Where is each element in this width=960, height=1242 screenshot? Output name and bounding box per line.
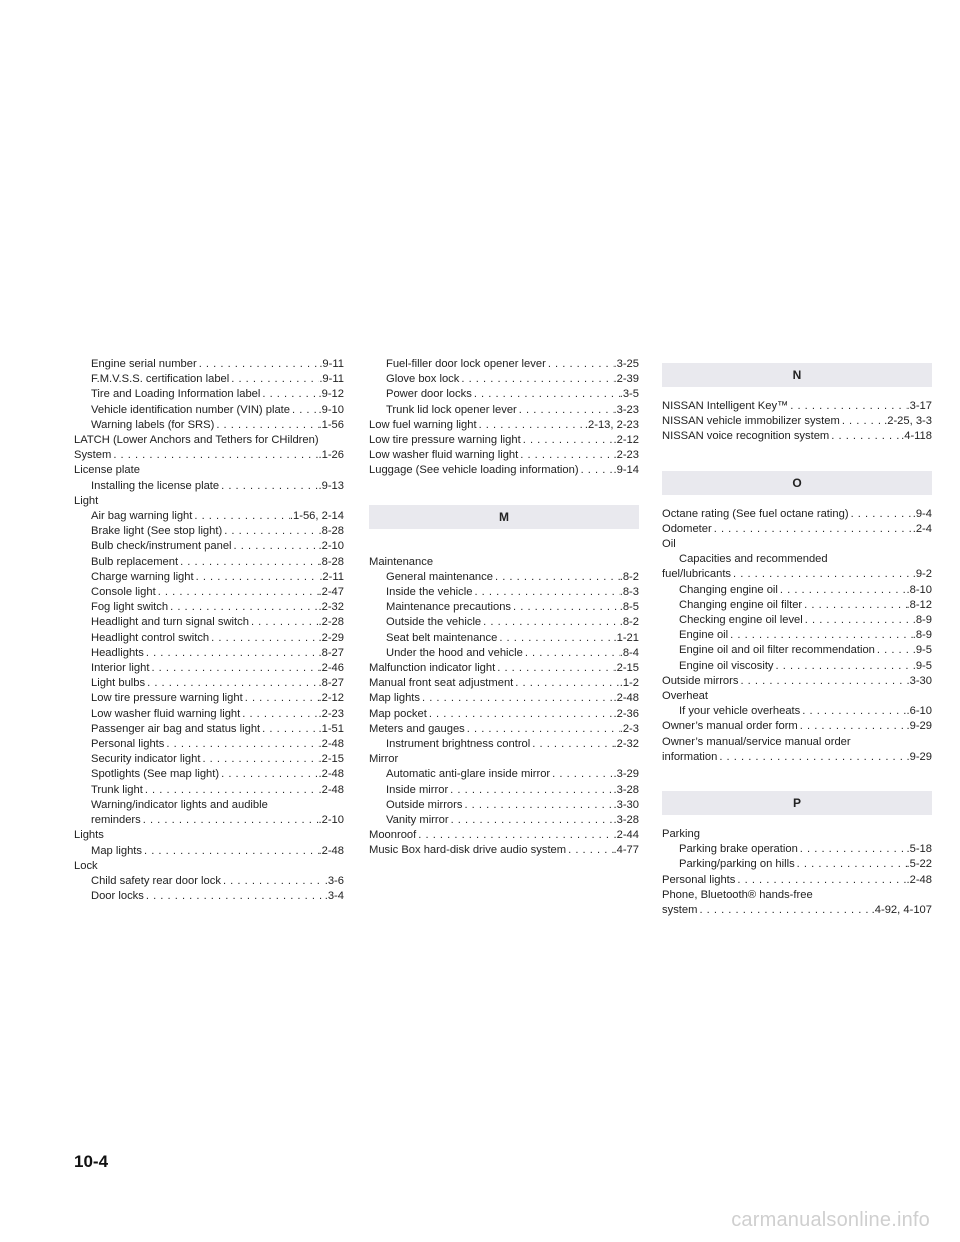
- index-entry-low-washer-fluid: Low washer fluid warning light . . . .2-23: [74, 707, 344, 722]
- index-entry-outside-mirrors: Outside mirrors . . . .3-30: [369, 798, 639, 813]
- index-entry-checking-oil-level: Checking engine oil level . . . .8-9: [662, 613, 932, 628]
- index-entry-personal-lights: Personal lights . . . .2-48: [74, 737, 344, 752]
- index-entry-power-door-locks: Power door locks . . . .3-5: [369, 387, 639, 402]
- page-number: 10-4: [74, 1152, 109, 1171]
- index-entry-trunk-lid-lever: Trunk lid lock opener lever . . . .3-23: [369, 403, 639, 418]
- index-entry-oil-viscosity: Engine oil viscosity . . . .9-5: [662, 659, 932, 674]
- index-entry-meters-gauges: Meters and gauges . . . .2-3: [369, 722, 639, 737]
- index-entry-outside-vehicle: Outside the vehicle . . . .8-2: [369, 615, 639, 630]
- index-entry-spotlights: Spotlights (See map light) . . . .2-48: [74, 767, 344, 782]
- index-entry-airbag-warning-light: Air bag warning light . . . .1-56, 2-14: [74, 509, 344, 524]
- index-entry-service-manual-information: information . . . .9-29: [662, 750, 932, 765]
- index-heading-maintenance: Maintenance: [369, 555, 434, 568]
- index-entry-oil-filter-recommendation: Engine oil and oil filter recommendation . . . .9-5: [662, 643, 932, 658]
- index-entry-engine-serial-number: Engine serial number . . . .9-11: [74, 357, 344, 372]
- index-heading-light: Light: [74, 494, 99, 507]
- index-entry-order-form: Owner’s manual order form . . . .9-29: [662, 719, 932, 734]
- index-column-2: [369, 357, 639, 859]
- index-entry-low-tire-pressure-2: Low tire pressure warning light . . . .2-12: [369, 433, 639, 448]
- index-entry-map-lights-2: Map lights . . . .2-48: [369, 691, 639, 706]
- watermark: carmanualsonline.info: [731, 1209, 930, 1231]
- index-entry-if-overheats: If your vehicle overheats . . . .6-10: [662, 704, 932, 719]
- index-entry-manual-front-seat: Manual front seat adjustment . . . .1-2: [369, 676, 639, 691]
- section-header-p: P: [662, 791, 932, 815]
- index-entry-bulb-replacement: Bulb replacement . . . .8-28: [74, 555, 344, 570]
- index-entry-low-fuel-warning: Low fuel warning light . . . .2-13, 2-23: [369, 418, 639, 433]
- index-entry-child-safety-lock: Child safety rear door lock . . . .3-6: [74, 874, 344, 889]
- index-heading-lock: Lock: [74, 859, 98, 872]
- index-entry-headlights: Headlights . . . .8-27: [74, 646, 344, 661]
- index-heading-mirror: Mirror: [369, 753, 399, 766]
- index-column-1: [74, 357, 344, 904]
- index-heading-lights: Lights: [74, 829, 104, 842]
- index-entry-map-pocket: Map pocket . . . .2-36: [369, 707, 639, 722]
- section-header-n: N: [662, 363, 932, 387]
- index-entry-outside-mirrors-3: Outside mirrors . . . .3-30: [662, 674, 932, 689]
- index-entry-parking-hills: Parking/parking on hills . . . .5-22: [662, 857, 932, 872]
- index-entry-reminders: reminders . . . .2-10: [74, 813, 344, 828]
- index-entry-immobilizer: NISSAN vehicle immobilizer system . . . .2-25, 3-3: [662, 414, 932, 429]
- index-entry-tire-loading-label: Tire and Loading Information label . . . .9-12: [74, 387, 344, 402]
- index-column-3: [662, 357, 932, 918]
- index-entry-brake-light: Brake light (See stop light) . . . .8-28: [74, 524, 344, 539]
- index-entry-headlight-control: Headlight control switch . . . .2-29: [74, 631, 344, 646]
- index-heading-license-plate: License plate: [74, 464, 140, 477]
- section-header-o: O: [662, 471, 932, 495]
- index-entry-vin-plate: Vehicle identification number (VIN) plate . . . .9-10: [74, 403, 344, 418]
- index-entry-voice-recognition: NISSAN voice recognition system . . . .4-118: [662, 429, 932, 444]
- index-entry-fmvss-label: F.M.V.S.S. certification label . . . .9-11: [74, 372, 344, 387]
- index-entry-parking-brake: Parking brake operation . . . .5-18: [662, 842, 932, 857]
- index-entry-interior-light: Interior light . . . .2-46: [74, 661, 344, 676]
- index-entry-trunk-light: Trunk light . . . .2-48: [74, 783, 344, 798]
- index-entry-phone-system: system . . . .4-92, 4-107: [662, 903, 932, 918]
- index-entry-fog-light-switch: Fog light switch . . . .2-32: [74, 600, 344, 615]
- index-entry-phone-bluetooth: Phone, Bluetooth® hands-free: [662, 888, 813, 901]
- index-entry-charge-warning-light: Charge warning light . . . .2-11: [74, 570, 344, 585]
- index-entry-installing-license-plate: Installing the license plate . . . .9-13: [74, 479, 344, 494]
- index-entry-seat-belt-maintenance: Seat belt maintenance . . . .1-21: [369, 631, 639, 646]
- index-entry-inside-mirror: Inside mirror . . . .3-28: [369, 783, 639, 798]
- index-entry-door-locks: Door locks . . . .3-4: [74, 889, 344, 904]
- index-entry-light-bulbs: Light bulbs . . . .8-27: [74, 676, 344, 691]
- index-entry-engine-oil: Engine oil . . . .8-9: [662, 628, 932, 643]
- index-entry-passenger-airbag: Passenger air bag and status light . . . .1-51: [74, 722, 344, 737]
- index-entry-fuel-filler-lever: Fuel-filler door lock opener lever . . . .3-25: [369, 357, 639, 372]
- index-entry-intelligent-key: NISSAN Intelligent Key™ . . . .3-17: [662, 399, 932, 414]
- index-entry-bulb-check: Bulb check/instrument panel . . . .2-10: [74, 539, 344, 554]
- index-entry-console-light: Console light . . . .2-47: [74, 585, 344, 600]
- index-entry-map-lights: Map lights . . . .2-48: [74, 844, 344, 859]
- index-entry-low-washer-fluid-2: Low washer fluid warning light . . . .2-23: [369, 448, 639, 463]
- index-entry-changing-oil-filter: Changing engine oil filter . . . .8-12: [662, 598, 932, 613]
- index-entry-music-box: Music Box hard-disk drive audio system . . . .4-77: [369, 843, 639, 858]
- index-heading-parking: Parking: [662, 828, 700, 841]
- index-entry-low-tire-pressure: Low tire pressure warning light . . . .2-12: [74, 691, 344, 706]
- index-entry-capacities: Capacities and recommended: [679, 553, 828, 566]
- index-entry-warning-indicator-lights: Warning/indicator lights and audible: [91, 798, 268, 811]
- index-entry-security-indicator: Security indicator light . . . .2-15: [74, 752, 344, 767]
- index-entry-headlight-turn-signal: Headlight and turn signal switch . . . .2-28: [74, 615, 344, 630]
- index-entry-warning-labels-srs: Warning labels (for SRS) . . . .1-56: [74, 418, 344, 433]
- index-entry-general-maintenance: General maintenance . . . .8-2: [369, 570, 639, 585]
- index-entry-instrument-brightness: Instrument brightness control . . . .2-32: [369, 737, 639, 752]
- index-heading-overheat: Overheat: [662, 690, 709, 703]
- index-entry-malfunction-indicator: Malfunction indicator light . . . .2-15: [369, 661, 639, 676]
- index-heading-latch: LATCH (Lower Anchors and Tethers for CHildren): [74, 434, 319, 447]
- index-heading-oil: Oil: [662, 538, 676, 551]
- index-entry-personal-lights-3: Personal lights . . . .2-48: [662, 873, 932, 888]
- section-header-m: M: [369, 505, 639, 529]
- index-entry-moonroof: Moonroof . . . .2-44: [369, 828, 639, 843]
- index-entry-vanity-mirror: Vanity mirror . . . .3-28: [369, 813, 639, 828]
- index-entry-under-hood: Under the hood and vehicle . . . .8-4: [369, 646, 639, 661]
- index-entry-octane-rating: Octane rating (See fuel octane rating) . . . .9-4: [662, 507, 932, 522]
- index-entry-changing-engine-oil: Changing engine oil . . . .8-10: [662, 583, 932, 598]
- index-entry-odometer: Odometer . . . .2-4: [662, 522, 932, 537]
- index-entry-latch-system: System . . . .1-26: [74, 448, 344, 463]
- index-entry-service-manual-order: Owner’s manual/service manual order: [662, 735, 851, 748]
- index-entry-fuel-lubricants: fuel/lubricants . . . .9-2: [662, 567, 932, 582]
- index-entry-luggage: Luggage (See vehicle loading information) . . . .9-14: [369, 463, 639, 478]
- index-entry-maintenance-precautions: Maintenance precautions . . . .8-5: [369, 600, 639, 615]
- index-entry-glove-box-lock: Glove box lock . . . .2-39: [369, 372, 639, 387]
- index-entry-inside-vehicle: Inside the vehicle . . . .8-3: [369, 585, 639, 600]
- index-entry-auto-antiglare-mirror: Automatic anti-glare inside mirror . . . .3-29: [369, 767, 639, 782]
